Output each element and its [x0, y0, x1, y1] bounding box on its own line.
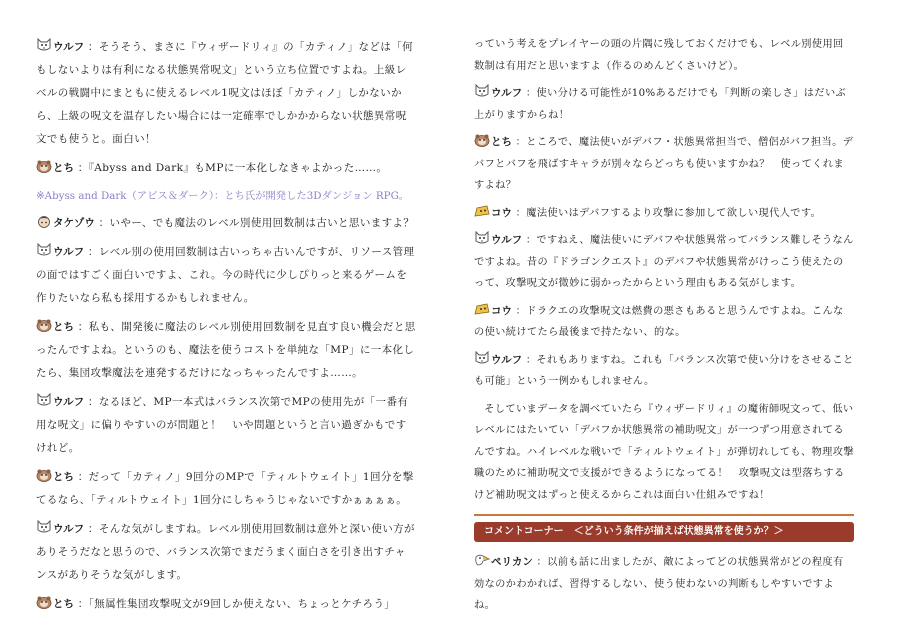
dialogue-text: ：私も、開発後に魔法のレベル別使用回数制を見直す良い機会だと思ったんですよね。というのも、魔法を使うコストを単純な「MP」に一本化したら、集団攻撃魔法を連発するだけになっちゃったんですよ……。 [36, 321, 416, 379]
dialogue-line [36, 316, 416, 385]
kou-avatar-icon [474, 302, 490, 316]
speaker-name: ウルフ [53, 246, 85, 258]
right-column [474, 34, 854, 623]
body-paragraph: そしていまデータを調べていたら『ウィザードリィ』の魔術師呪文って、低いレベルにはたいてい「デバフか状態異常の補助呪文」が一つずつ用意されてるんですね。ハイレベルな戦いで「ティルトウェイト」が弾切れしても、物理攻撃職のために補助呪文で支援ができるようになってる！ 攻撃呪文は型落ちするけど補助呪文はずっと使えるからこれは面白い仕組みですね！ [474, 403, 854, 501]
speaker-name: とち [53, 321, 74, 333]
dialogue-line [474, 132, 854, 197]
dialogue-text: ：いやー、でも魔法のレベル別使用回数制は古いと思いますよ？ [94, 217, 415, 229]
tochi-avatar-icon [474, 133, 490, 147]
kou-avatar-icon [474, 204, 490, 218]
dialogue-text: ：以前も話に出ましたが、敵によってどの状態異常がどの程度有効なのかわかれば、習得するしない、使う使わないの判断もしやすいですよね。 [474, 557, 844, 611]
speaker-name: とち [491, 136, 512, 148]
dialogue-line [36, 518, 416, 587]
speaker-name: とち [53, 162, 74, 174]
wolf-avatar-icon [36, 38, 52, 52]
dialogue-text: ：そうそう、まさに『ウィザードリィ』の「カティノ」などは「何もしないよりは有利になる状態異常呪文」という立ち位置ですよね。上級レベルの戦闘中にまともに使えるレベル1呪文はほぼ「カティノ」しかないから、上級の呪文を温存したい場合には一定確率でしかかからない状態異常呪文でも使うと。面白い！ [36, 41, 414, 145]
dialogue-text: ：レベル別の使用回数制は古いっちゃ古いんですが、リソース管理の面ではすごく面白いですよ、これ。今の時代に少しぴりっと来るゲームを作りたいなら私も採用するかもしれません。 [36, 246, 415, 304]
dialogue-text: ：そんな気がしますね。レベル別使用回数制は意外と深い使い方がありそうだなと思うので、バランス次第でまだうまく面白さを引き出すチャンスがありそうな気がします。 [36, 523, 415, 581]
dialogue-line [36, 466, 416, 512]
wolf-avatar-icon [474, 351, 490, 365]
dialogue-line [36, 157, 416, 180]
dialogue-line [474, 230, 854, 295]
dialogue-text: っていう考えをプレイヤーの頭の片隅に残しておくだけでも、レベル別使用回数制は有用だと思いますよ（作るのめんどくさいけど）。 [474, 39, 844, 72]
right-page [450, 0, 900, 640]
speaker-name: とち [53, 598, 74, 610]
dialogue-line [474, 552, 854, 617]
dialogue-text: ：なるほど、MP一本式はバランス次第でMPの使用先が「一番有用な呪文」に偏りやすいのが問題と！ いや問題というと言い過ぎかもですけれど。 [36, 396, 409, 454]
footnote: ※Abyss and Dark（アビス＆ダーク）：とち氏が開発した3Dダンジョン RPG。 [36, 190, 410, 202]
wolf-avatar-icon [36, 393, 52, 407]
speaker-name: ウルフ [53, 396, 85, 408]
dialogue-line [474, 301, 854, 344]
speaker-name: コウ [491, 206, 512, 219]
continued-text [474, 34, 854, 77]
takezo-avatar-icon [36, 214, 52, 228]
dialogue-text: ：それもありますね。これも「バランス次第で使い分けをさせることも可能」という一例かもしれません。 [474, 354, 854, 387]
dialogue-line [474, 350, 854, 393]
dialogue-line [36, 391, 416, 460]
section-divider [474, 514, 854, 516]
dialogue-text: ：ところで、魔法使いがデバフ・状態異常担当で、僧侶がバフ担当。デバフとバフを飛ばすキャラが別々ならどっちも使いますかね？ 使ってくれますよね？ [474, 137, 854, 191]
speaker-name: タケゾウ [53, 217, 95, 229]
dialogue-line [36, 593, 416, 616]
dialogue-line [36, 36, 416, 151]
dialogue-text: ：ですねえ、魔法使いにデバフや状態異常ってバランス難しそうなんですよね。昔の『ドラゴンクエスト』のデバフや状態異常がけっこう使えたのって、攻撃呪文が微妙に弱かったからという理由もある気がします。 [474, 235, 854, 289]
tochi-avatar-icon [36, 595, 52, 609]
speaker-name: ウルフ [53, 41, 85, 53]
tochi-avatar-icon [36, 318, 52, 332]
speaker-name: ウルフ [491, 87, 523, 99]
speaker-name: とち [53, 471, 74, 483]
comment-corner-banner: コメントコーナー ＜どういう条件が揃えば状態異常を使うか？＞ [474, 522, 854, 542]
dialogue-line [474, 83, 854, 126]
speaker-name: ペリカン [491, 556, 533, 568]
wolf-avatar-icon [474, 231, 490, 245]
speaker-name: ウルフ [491, 353, 523, 366]
dialogue-text: ：『Abyss and Dark』もMPに一本化しなきゃよかった……。 [74, 162, 388, 174]
dialogue-text: ：ドラクエの攻撃呪文は燃費の悪さもあると思うんですよね。こんなの使い続けてたら最後まで持たない、的な。 [474, 305, 844, 338]
left-column [36, 36, 416, 622]
dialogue-text: ：魔法使いはデバフするより攻撃に参加して欲しい現代人です。 [512, 207, 822, 219]
speaker-name: ウルフ [53, 523, 85, 535]
tochi-avatar-icon [36, 468, 52, 482]
wolf-avatar-icon [36, 243, 52, 257]
speaker-name: コウ [491, 304, 512, 317]
tochi-avatar-icon [36, 159, 52, 173]
wolf-avatar-icon [36, 520, 52, 534]
dialogue-line [36, 212, 416, 235]
speaker-name: ウルフ [491, 234, 523, 246]
dialogue-line [36, 241, 416, 310]
pelican-avatar-icon [474, 553, 490, 567]
dialogue-text: ：「無属性集団攻撃呪文が9回しか使えない、ちょっとケチろう」 [74, 598, 396, 610]
dialogue-text: ：使い分ける可能性が10%あるだけでも「判断の楽しさ」はだいぶ上がりますからね！ [474, 88, 847, 121]
wolf-avatar-icon [474, 84, 490, 98]
dialogue-text: ：だって「カティノ」9回分のMPで「ティルトウェイト」1回分を撃てるなら、「ティルトウェイト」1回分にしちゃうじゃないですかぁぁぁぁ。 [36, 471, 414, 506]
dialogue-line [474, 203, 854, 225]
